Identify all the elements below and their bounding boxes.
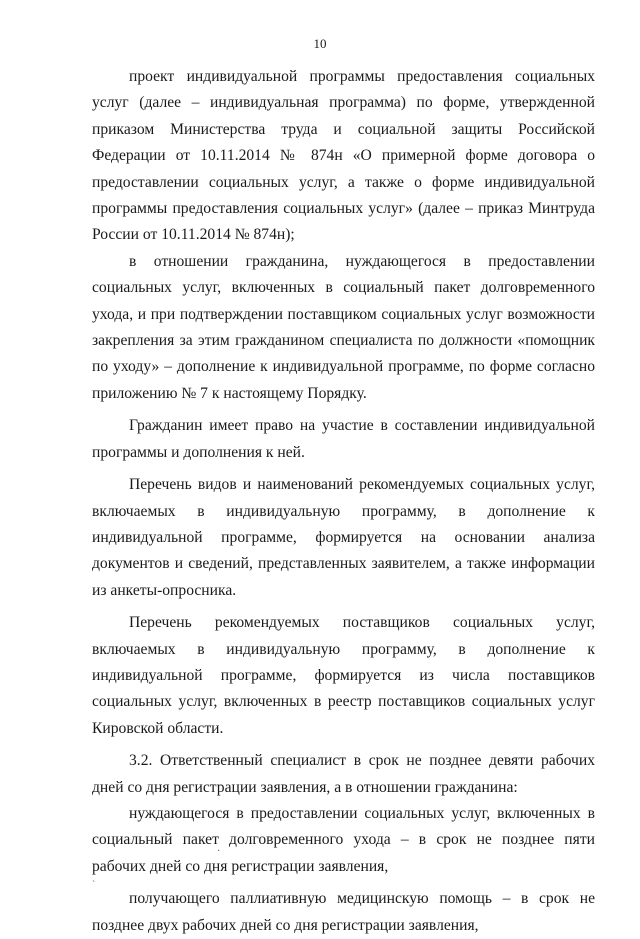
page-number: 10: [313, 36, 327, 51]
paragraph-care-supplement: в отношении гражданина, нуждающегося в предоставлении социальных услуг, включенных в социальный пакет долговременного ухода, и при подтверждении поставщиком социальных услуг возможности закрепления за этим гражданином специалиста по должности «помощник по уходу» – дополнение к индивидуальной программе, по форме согласно приложению № 7 к настоящему Порядку.: [92, 252, 595, 402]
paragraph-section-3-2: 3.2. Ответственный специалист в срок не позднее девяти рабочих дней со дня регистрации заявления, а в отношении гражданина:: [92, 752, 595, 796]
scan-speck: ·: [217, 846, 221, 857]
paragraph-citizen-right: Гражданин имеет право на участие в составлении индивидуальной программы и дополнения к ней.: [92, 417, 595, 461]
document-body: [92, 64, 595, 939]
paragraph-services-list: Перечень видов и наименований рекомендуемых социальных услуг, включаемых в индивидуальную программу, в дополнение к индивидуальной программе, формируется на основании анализа документов и сведений, представленных заявителем, а также информации из анкеты-опросника.: [92, 476, 595, 599]
scan-speck: `: [92, 880, 96, 891]
paragraph-palliative-deadline: получающего паллиативную медицинскую помощь – в срок не позднее двух рабочих дней со дня регистрации заявления,: [92, 890, 595, 934]
paragraph-program-project: проект индивидуальной программы предоставления социальных услуг (далее – индивидуальная программа) по форме, утвержденной приказом Министерства труда и социальной защиты Российской Федерации от 10.11.2014 № 874н «О примерной форме договора о предоставлении социальных услуг, а также о форме индивидуальной программы предоставления социальных услуг» (далее – приказ Минтруда России от 10.11.2014 № 874н);: [92, 68, 595, 244]
paragraph-ltc-deadline: нуждающегося в предоставлении социальных услуг, включенных в социальный пакет долговременного ухода – в срок не позднее пяти рабочих дней со дня регистрации заявления,: [92, 804, 595, 875]
paragraph-providers-list: Перечень рекомендуемых поставщиков социальных услуг, включаемых в индивидуальную программу, в дополнение к индивидуальной программе, формируется из числа поставщиков социальных услуг, включенных в реестр поставщиков социальных услуг Кировской области.: [92, 614, 595, 737]
